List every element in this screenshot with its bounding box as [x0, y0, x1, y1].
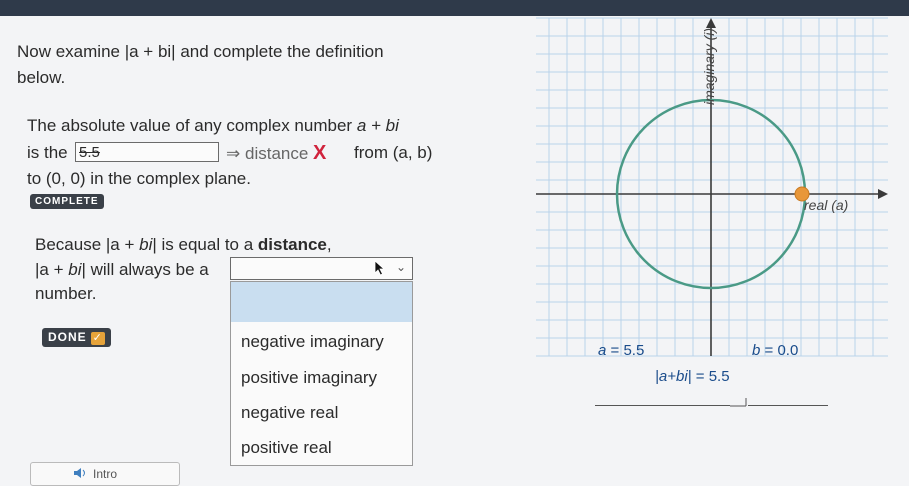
done-badge	[42, 328, 111, 347]
is-the-label: is the	[27, 143, 68, 162]
number-type-select[interactable]	[230, 257, 413, 280]
imaginary-axis-arrow-icon	[706, 18, 716, 28]
distance-answer-box[interactable]	[75, 142, 219, 162]
answer-feedback	[226, 142, 326, 165]
option-positive-imaginary[interactable]: positive imaginary	[241, 368, 378, 387]
real-axis-arrow-icon	[878, 189, 888, 199]
complete-badge: COMPLETE	[30, 194, 104, 209]
because-line-1-pre: Because |a +	[35, 235, 140, 254]
intro-button-label: Intro	[93, 467, 118, 481]
because-line-1-end: ,	[326, 235, 332, 254]
a-readout: a = 5.5	[598, 342, 645, 359]
because-line-1-post: | is equal to a	[152, 235, 258, 254]
because-line-2-pre: |a +	[35, 260, 69, 279]
prompt-line-1: Now examine |a + bi| and complete the definition	[17, 42, 384, 61]
b-readout: b = 0.0	[752, 342, 799, 359]
mouse-cursor-icon	[374, 260, 386, 276]
because-line-2-post: | will always be a	[81, 260, 209, 279]
prompt-line-2: below.	[17, 68, 66, 87]
option-negative-imaginary[interactable]: negative imaginary	[241, 332, 384, 351]
abs-readout-value: 5.5	[708, 368, 730, 385]
abs-readout: |a+bi| = 5.5	[655, 368, 730, 385]
resize-handle-icon[interactable]	[730, 398, 748, 410]
definition-line-1-expr: a + bi	[356, 116, 399, 135]
definition-line-3: to (0, 0) in the complex plane.	[27, 169, 251, 188]
dropdown-highlight-row[interactable]	[231, 282, 412, 322]
number-type-dropdown	[230, 281, 413, 466]
a-readout-value: 5.5	[623, 342, 645, 359]
definition-line-1	[27, 115, 399, 137]
because-line-2	[35, 259, 209, 281]
abs-readout-label: |a+bi|	[655, 368, 692, 385]
option-positive-real[interactable]: positive real	[241, 438, 332, 457]
because-line-1	[35, 234, 332, 256]
divider-right	[748, 405, 828, 406]
option-negative-real[interactable]: negative real	[241, 403, 339, 422]
done-badge-label: DONE	[48, 330, 87, 344]
a-readout-label: a	[598, 342, 607, 359]
because-line-3: number.	[35, 284, 97, 303]
distance-word: distance	[244, 144, 309, 163]
distance-answer-value: 5.5	[79, 144, 100, 161]
real-axis-label: real (a)	[804, 197, 849, 213]
imaginary-axis-label: imaginary (i)	[701, 27, 717, 105]
complex-plane-graph[interactable]	[536, 0, 909, 380]
because-line-1-bi: bi	[139, 235, 153, 254]
intro-button[interactable]	[30, 462, 180, 486]
b-readout-value: 0.0	[777, 342, 799, 359]
wrong-mark-icon: X	[313, 142, 327, 164]
chevron-down-icon[interactable]: ⌄	[395, 260, 406, 274]
implies-arrow: ⇒	[226, 144, 241, 163]
check-icon: ✓	[92, 332, 103, 344]
because-distance-word: distance	[257, 235, 327, 254]
speaker-icon	[73, 467, 89, 479]
divider-left	[595, 405, 730, 406]
because-line-2-bi: bi	[68, 260, 82, 279]
b-readout-label: b	[752, 342, 761, 359]
definition-line-1-text: The absolute value of any complex number	[27, 116, 357, 135]
from-point-text: from (a, b)	[354, 143, 433, 162]
